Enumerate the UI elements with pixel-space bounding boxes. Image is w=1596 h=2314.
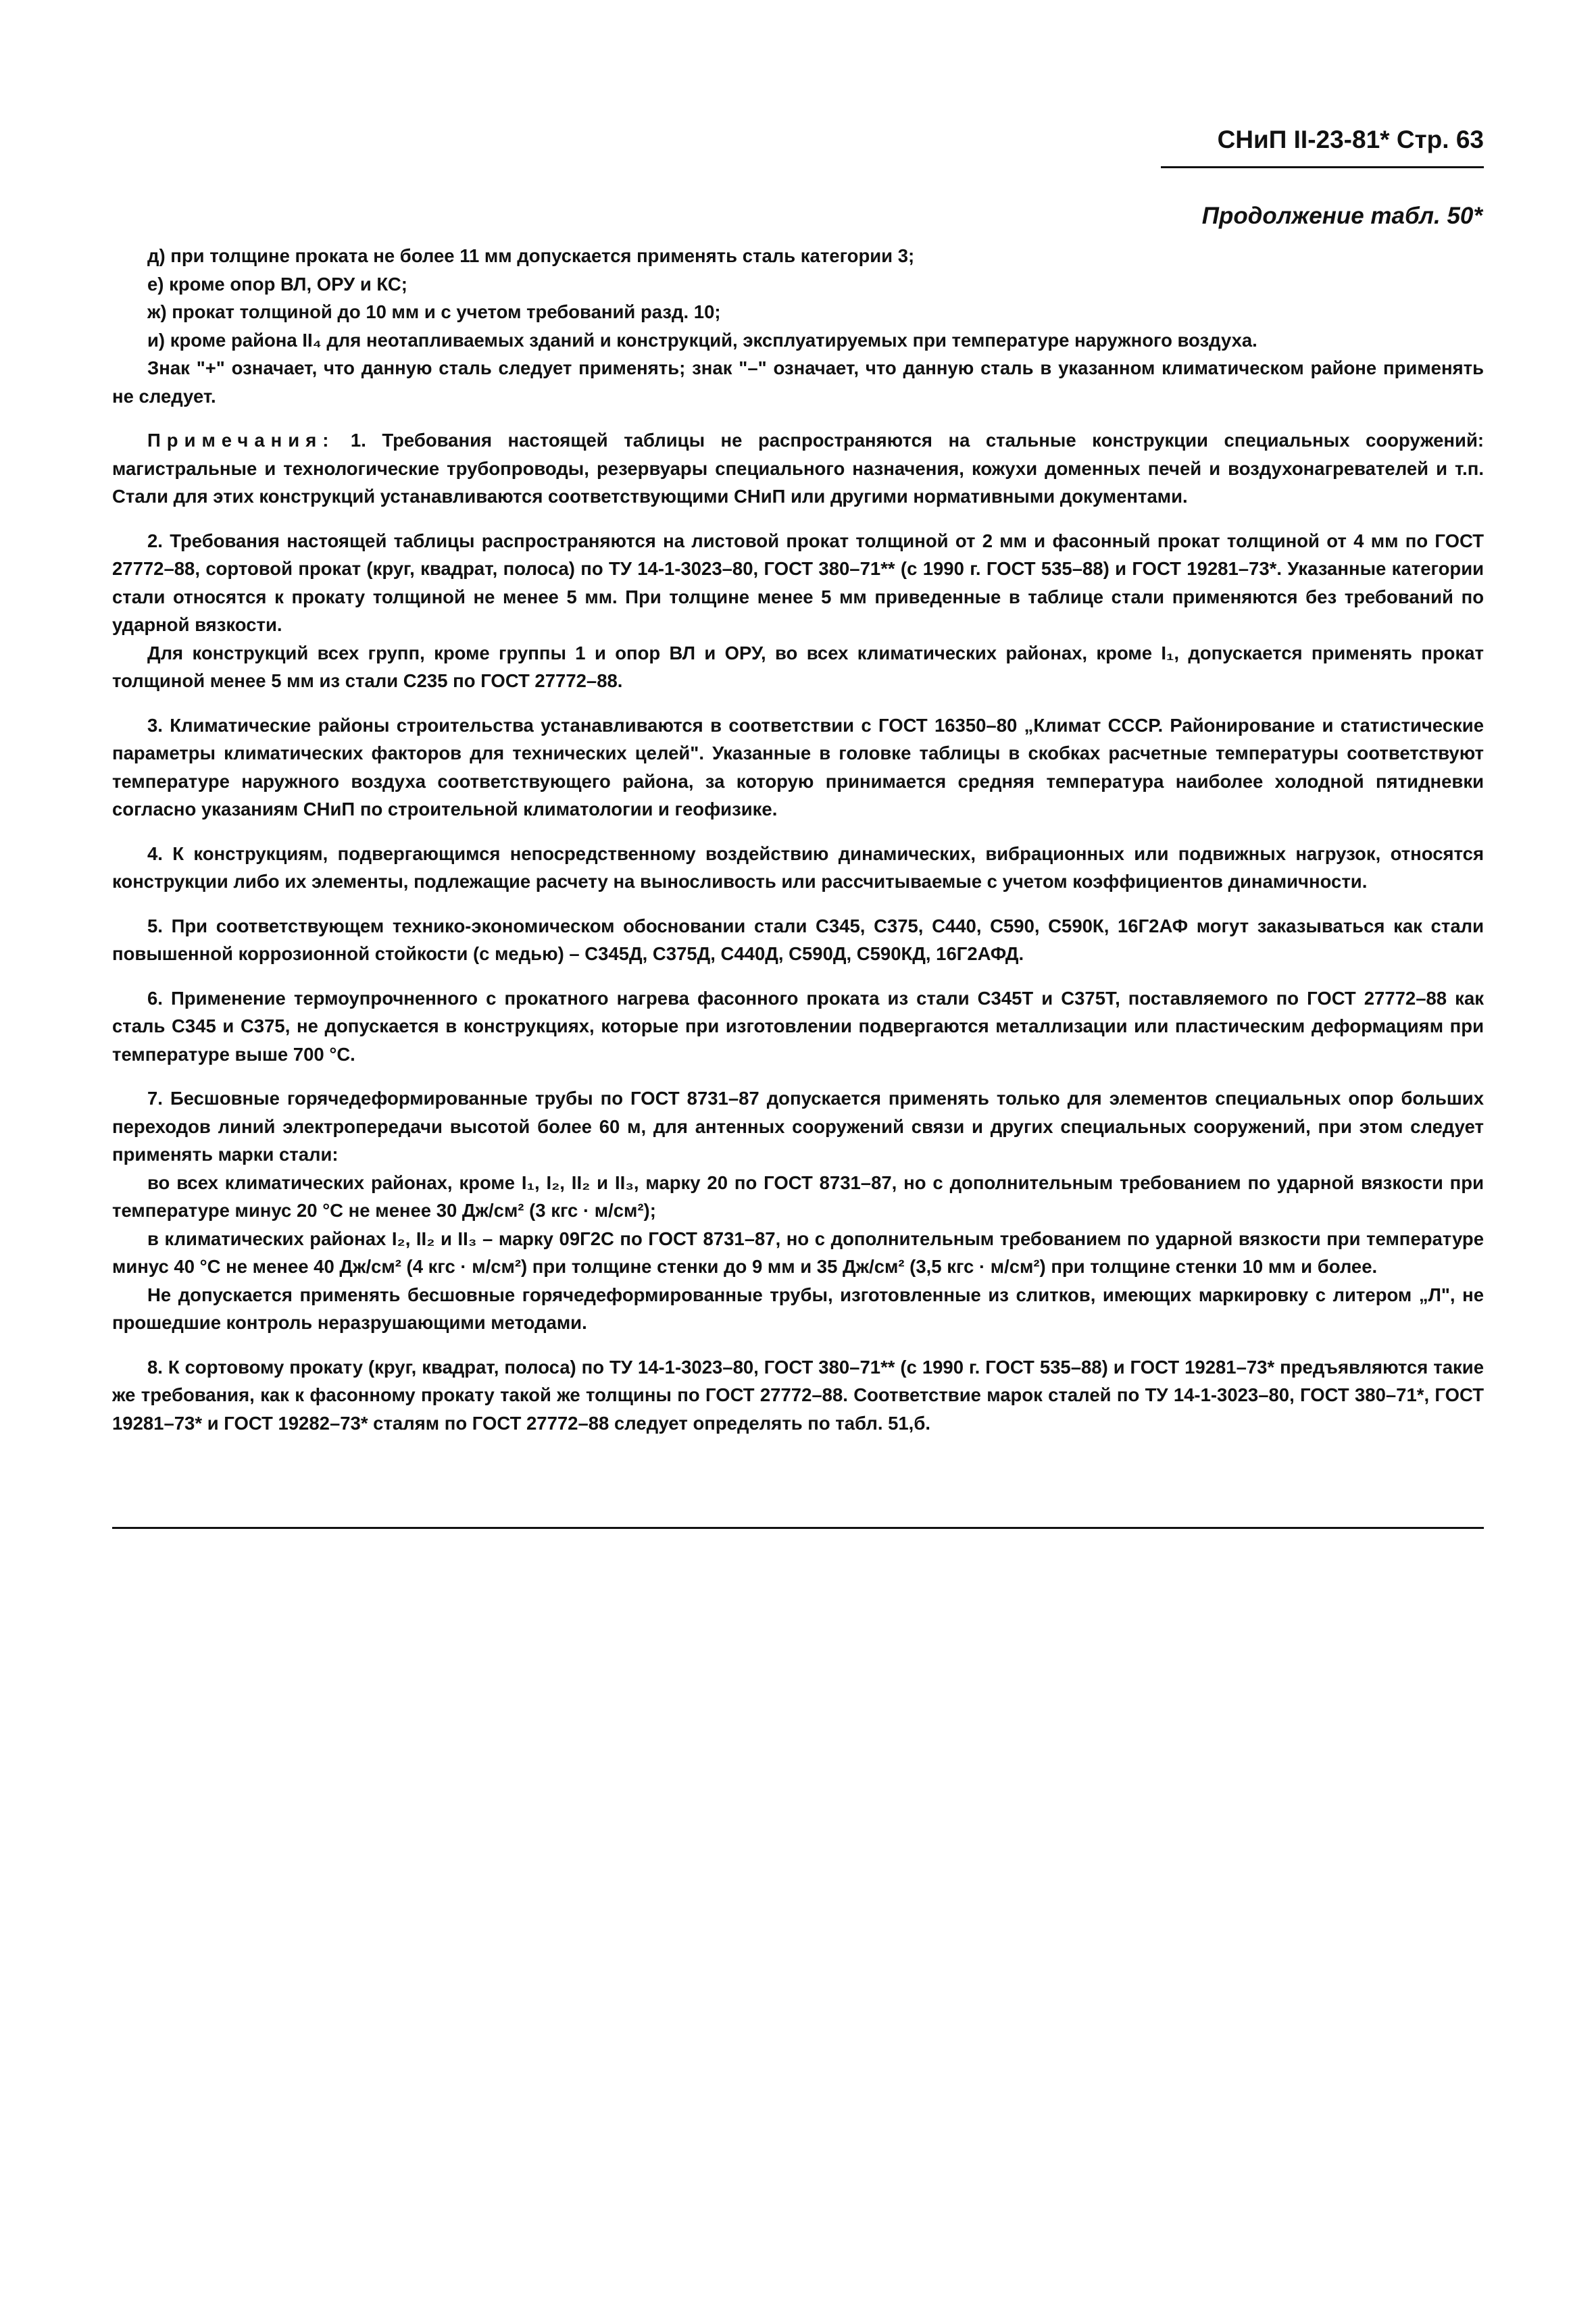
notes-label: Примечания: (147, 430, 335, 451)
note-5: 5. При соответствующем технико-экономическом обосновании стали С345, С375, С440, С590, С590К, 16Г2АФ могут заказываться как стали повышенной коррозионной стойкости (с медью) – С345Д, С375Д, С440Д, С590Д, С590КД, 16Г2АФД. (112, 915, 1484, 964)
note-2: 2. Требования настоящей таблицы распространяются на листовой прокат толщиной от 2 мм и фасонный прокат толщиной от 4 мм по ГОСТ 27772–88, сортовой прокат (круг, квадрат, полоса) по ТУ 14-1-3023–80, ГОСТ 380–71** (с 1990 г. ГОСТ 535–88) и ГОСТ 19281–73*. Указанные категории стали относятся к прокату толщиной не менее 5 мм. При толщине менее 5 мм приведенные в таблице стали применяются без требований по ударной вязкости. (112, 530, 1484, 635)
page-header: СНиП II-23-81* Стр. 63 (1217, 126, 1484, 153)
note-7-item-b: в климатических районах I₂, II₂ и II₃ – марку 09Г2С по ГОСТ 8731–87, но с дополнительным требованием по ударной вязкости при температуре минус 40 °С не менее 40 Дж/см² (4 кгс · м/см²) при толщине стенки до 9 мм и 35 Дж/см² (3,5 кгс · м/см²) при толщине стенки 10 мм и более. (112, 1228, 1484, 1277)
footnote-i: и) кроме района II₄ для неотапливаемых зданий и конструкций, эксплуатируемых при температуре наружного воздуха. (147, 329, 1257, 351)
table-continuation-title: Продолжение табл. 50* (1201, 203, 1482, 229)
note-1 (112, 426, 1484, 511)
bottom-rule (112, 1527, 1484, 1529)
note-2-continued: Для конструкций всех групп, кроме группы 1 и опор ВЛ и ОРУ, во всех климатических районах, кроме I₁, допускается применять прокат толщиной менее 5 мм из стали С235 по ГОСТ 27772–88. (112, 642, 1484, 691)
footnote-zh: ж) прокат толщиной до 10 мм и с учетом требований разд. 10; (147, 301, 721, 322)
note-7-item-a: во всех климатических районах, кроме I₁, I₂, II₂ и II₃, марку 20 по ГОСТ 8731–87, но с дополнительным требованием по ударной вязкости при температуре минус 20 °С не менее 30 Дж/см² (3 кгс · м/см²); (112, 1172, 1484, 1221)
note-4: 4. К конструкциям, подвергающимся непосредственному воздействию динамических, вибрационных или подвижных нагрузок, относятся конструкции либо их элементы, подлежащие расчету на выносливость или рассчитываемые с учетом коэффициентов динамичности. (112, 842, 1484, 892)
document-body (112, 242, 1484, 1437)
note-7: 7. Бесшовные горячедеформированные трубы по ГОСТ 8731–87 допускается применять только для элементов специальных опор больших переходов линий электропередачи высотой более 60 м, для антенных сооружений связи и других специальных сооружений, при этом следует применять марки стали: (112, 1088, 1484, 1165)
header-rule (1161, 166, 1484, 168)
note-8: 8. К сортовому прокату (круг, квадрат, полоса) по ТУ 14-1-3023–80, ГОСТ 380–71** (с 1990 г. ГОСТ 535–88) и ГОСТ 19281–73* предъявляются такие же требования, как к фасонному прокату такой же толщины по ГОСТ 27772–88. Соответствие марок сталей по ТУ 14-1-3023–80, ГОСТ 380–71*, ГОСТ 19281–73* и ГОСТ 19282–73* сталям по ГОСТ 27772–88 следует определять по табл. 51,б. (112, 1356, 1484, 1434)
footnote-d: д) при толщине проката не более 11 мм допускается применять сталь категории 3; (147, 245, 915, 266)
note-1-text: 1. Требования настоящей таблицы не распространяются на стальные конструкции специальных сооружений: магистральные и технологические трубопроводы, резервуары специального назначения, кожухи доменных печей и воздухонагревателей и т.п. Стали для этих конструкций устанавливаются соответствующими СНиП или другими нормативными документами. (112, 430, 1485, 507)
footnote-e: е) кроме опор ВЛ, ОРУ и КС; (147, 273, 407, 295)
sign-legend: Знак "+" означает, что данную сталь следует применять; знак "–" означает, что данную сталь в указанном климатическом районе применять не следует. (112, 357, 1484, 407)
note-3: 3. Климатические районы строительства устанавливаются в соответствии с ГОСТ 16350–80 „Климат СССР. Районирование и статистические параметры климатических факторов для технических целей". Указанные в головке таблицы в скобках расчетные температуры соответствуют температуре наружного воздуха соответствующего района, за которую принимается средняя температура наиболее холодной пятидневки согласно указаниям СНиП по строительной климатологии и геофизике. (112, 714, 1484, 820)
note-7-restriction: Не допускается применять бесшовные горячедеформированные трубы, изготовленные из слитков, имеющих маркировку с литером „Л", не прошедшие контроль неразрушающими методами. (112, 1284, 1484, 1333)
note-6: 6. Применение термоупрочненного с прокатного нагрева фасонного проката из стали С345Т и С375Т, поставляемого по ГОСТ 27772–88 как сталь С345 и С375, не допускается в конструкциях, которые при изготовлении подвергаются металлизации или пластическим деформациям при температуре выше 700 °С. (112, 987, 1484, 1065)
